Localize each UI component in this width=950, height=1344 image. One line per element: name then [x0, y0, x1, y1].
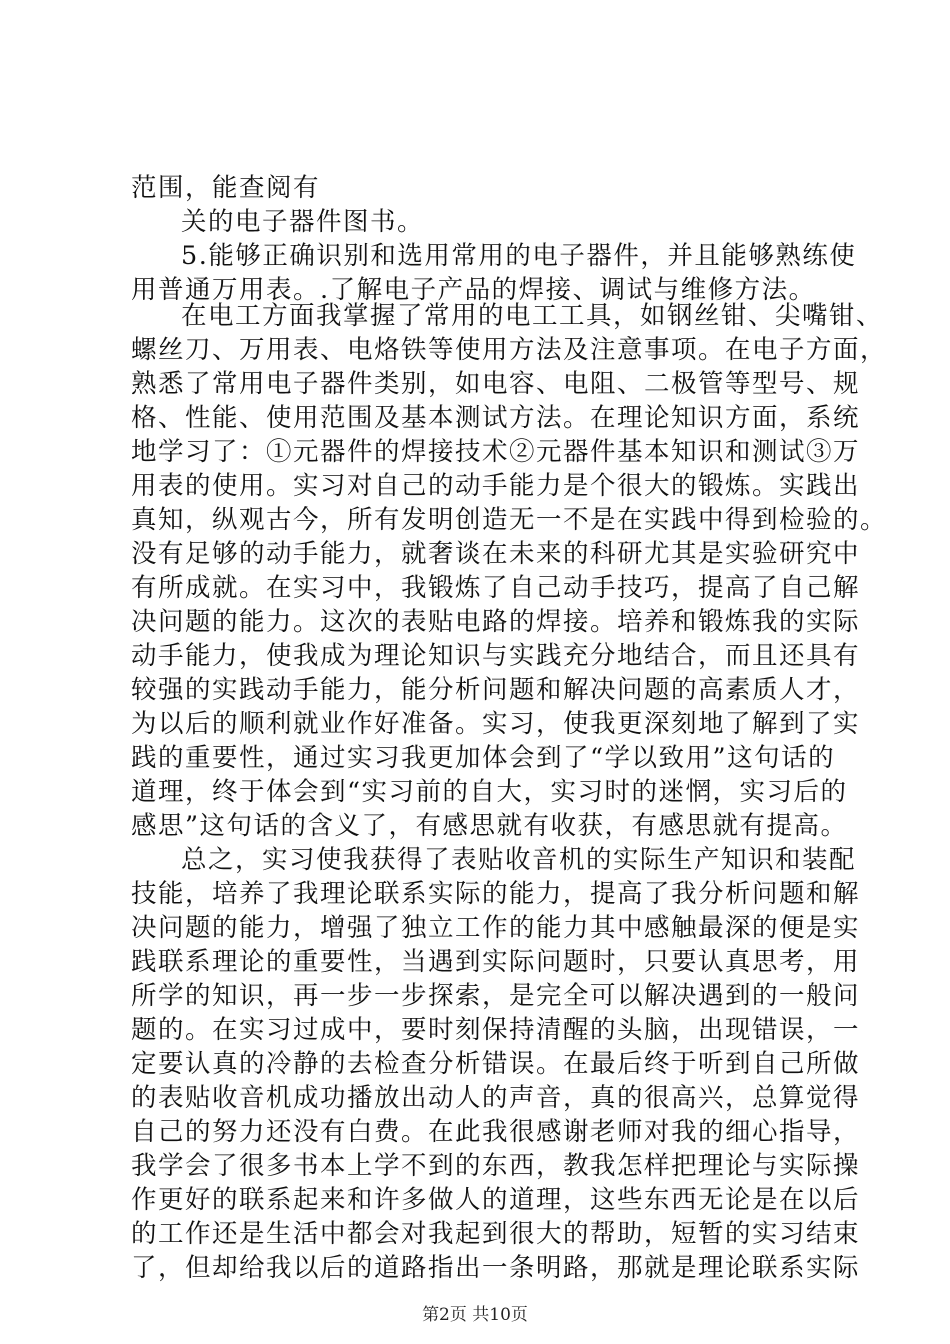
text-line: 的工作还是生活中都会对我起到很大的帮助，短暂的实习结束	[131, 1219, 861, 1249]
text-line: 作更好的联系起来和许多做人的道理，这些东西无论是在以后	[131, 1185, 861, 1215]
text-line: 践联系理论的重要性，当遇到实际问题时，只要认真思考，用	[131, 947, 861, 977]
text-line: 5.能够正确识别和选用常用的电子器件，并且能够熟练使	[181, 241, 857, 271]
text-line: 用普通万用表。.了解电子产品的焊接、调试与维修方法。	[131, 275, 816, 305]
text-line: 自己的努力还没有白费。在此我很感谢老师对我的细心指导，	[131, 1117, 861, 1147]
text-line: 真知，纵观古今，所有发明创造无一不是在实践中得到检验的。	[131, 505, 888, 535]
text-line: 所学的知识，再一步一步探索，是完全可以解决遇到的一般问	[131, 981, 861, 1011]
text-line: 螺丝刀、万用表、电烙铁等使用方法及注意事项。在电子方面，	[131, 335, 888, 365]
text-line: 的表贴收音机成功播放出动人的声音，真的很高兴，总算觉得	[131, 1083, 861, 1113]
text-line: 格、性能、使用范围及基本测试方法。在理论知识方面，系统	[131, 403, 861, 433]
text-line: 技能，培养了我理论联系实际的能力，提高了我分析问题和解	[131, 879, 861, 909]
text-line: 关的电子器件图书。	[181, 207, 425, 237]
text-line: 了，但却给我以后的道路指出一条明路，那就是理论联系实际	[131, 1253, 861, 1283]
text-line: 动手能力，使我成为理论知识与实践充分地结合，而且还具有	[131, 641, 861, 671]
text-line: 践的重要性，通过实习我更加体会到了“学以致用”这句话的	[131, 743, 836, 773]
text-line: 道理，终于体会到“实习前的自大，实习时的迷惘，实习后的	[131, 777, 848, 807]
text-line: 为以后的顺利就业作好准备。实习，使我更深刻地了解到了实	[131, 709, 861, 739]
text-line: 题的。在实习过成中，要时刻保持清醒的头脑，出现错误，一	[131, 1015, 861, 1045]
text-line: 决问题的能力。这次的表贴电路的焊接。培养和锻炼我的实际	[131, 607, 861, 637]
text-line: 我学会了很多书本上学不到的东西，教我怎样把理论与实际操	[131, 1151, 861, 1181]
text-line: 有所成就。在实习中，我锻炼了自己动手技巧，提高了自己解	[131, 573, 861, 603]
text-line: 范围，能查阅有	[131, 173, 321, 203]
text-line: 定要认真的冷静的去检查分析错误。在最后终于听到自己所做	[131, 1049, 861, 1079]
text-line: 总之，实习使我获得了表贴收音机的实际生产知识和装配	[181, 845, 857, 875]
text-line: 较强的实践动手能力，能分析问题和解决问题的高素质人才，	[131, 675, 861, 705]
text-line: 在电工方面我掌握了常用的电工工具，如钢丝钳、尖嘴钳、	[181, 301, 884, 331]
page-number-footer: 第2页 共10页	[422, 1305, 528, 1325]
text-line: 用表的使用。实习对自己的动手能力是个很大的锻炼。实践出	[131, 471, 861, 501]
text-line: 感思”这句话的含义了，有感思就有收获，有感思就有提高。	[131, 811, 848, 841]
text-line: 熟悉了常用电子器件类别，如电容、电阻、二极管等型号、规	[131, 369, 861, 399]
text-line: 没有足够的动手能力，就奢谈在未来的科研尤其是实验研究中	[131, 539, 861, 569]
text-line: 地学习了：①元器件的焊接技术②元器件基本知识和测试③万	[131, 437, 861, 467]
text-line: 决问题的能力，增强了独立工作的能力其中感触最深的便是实	[131, 913, 861, 943]
